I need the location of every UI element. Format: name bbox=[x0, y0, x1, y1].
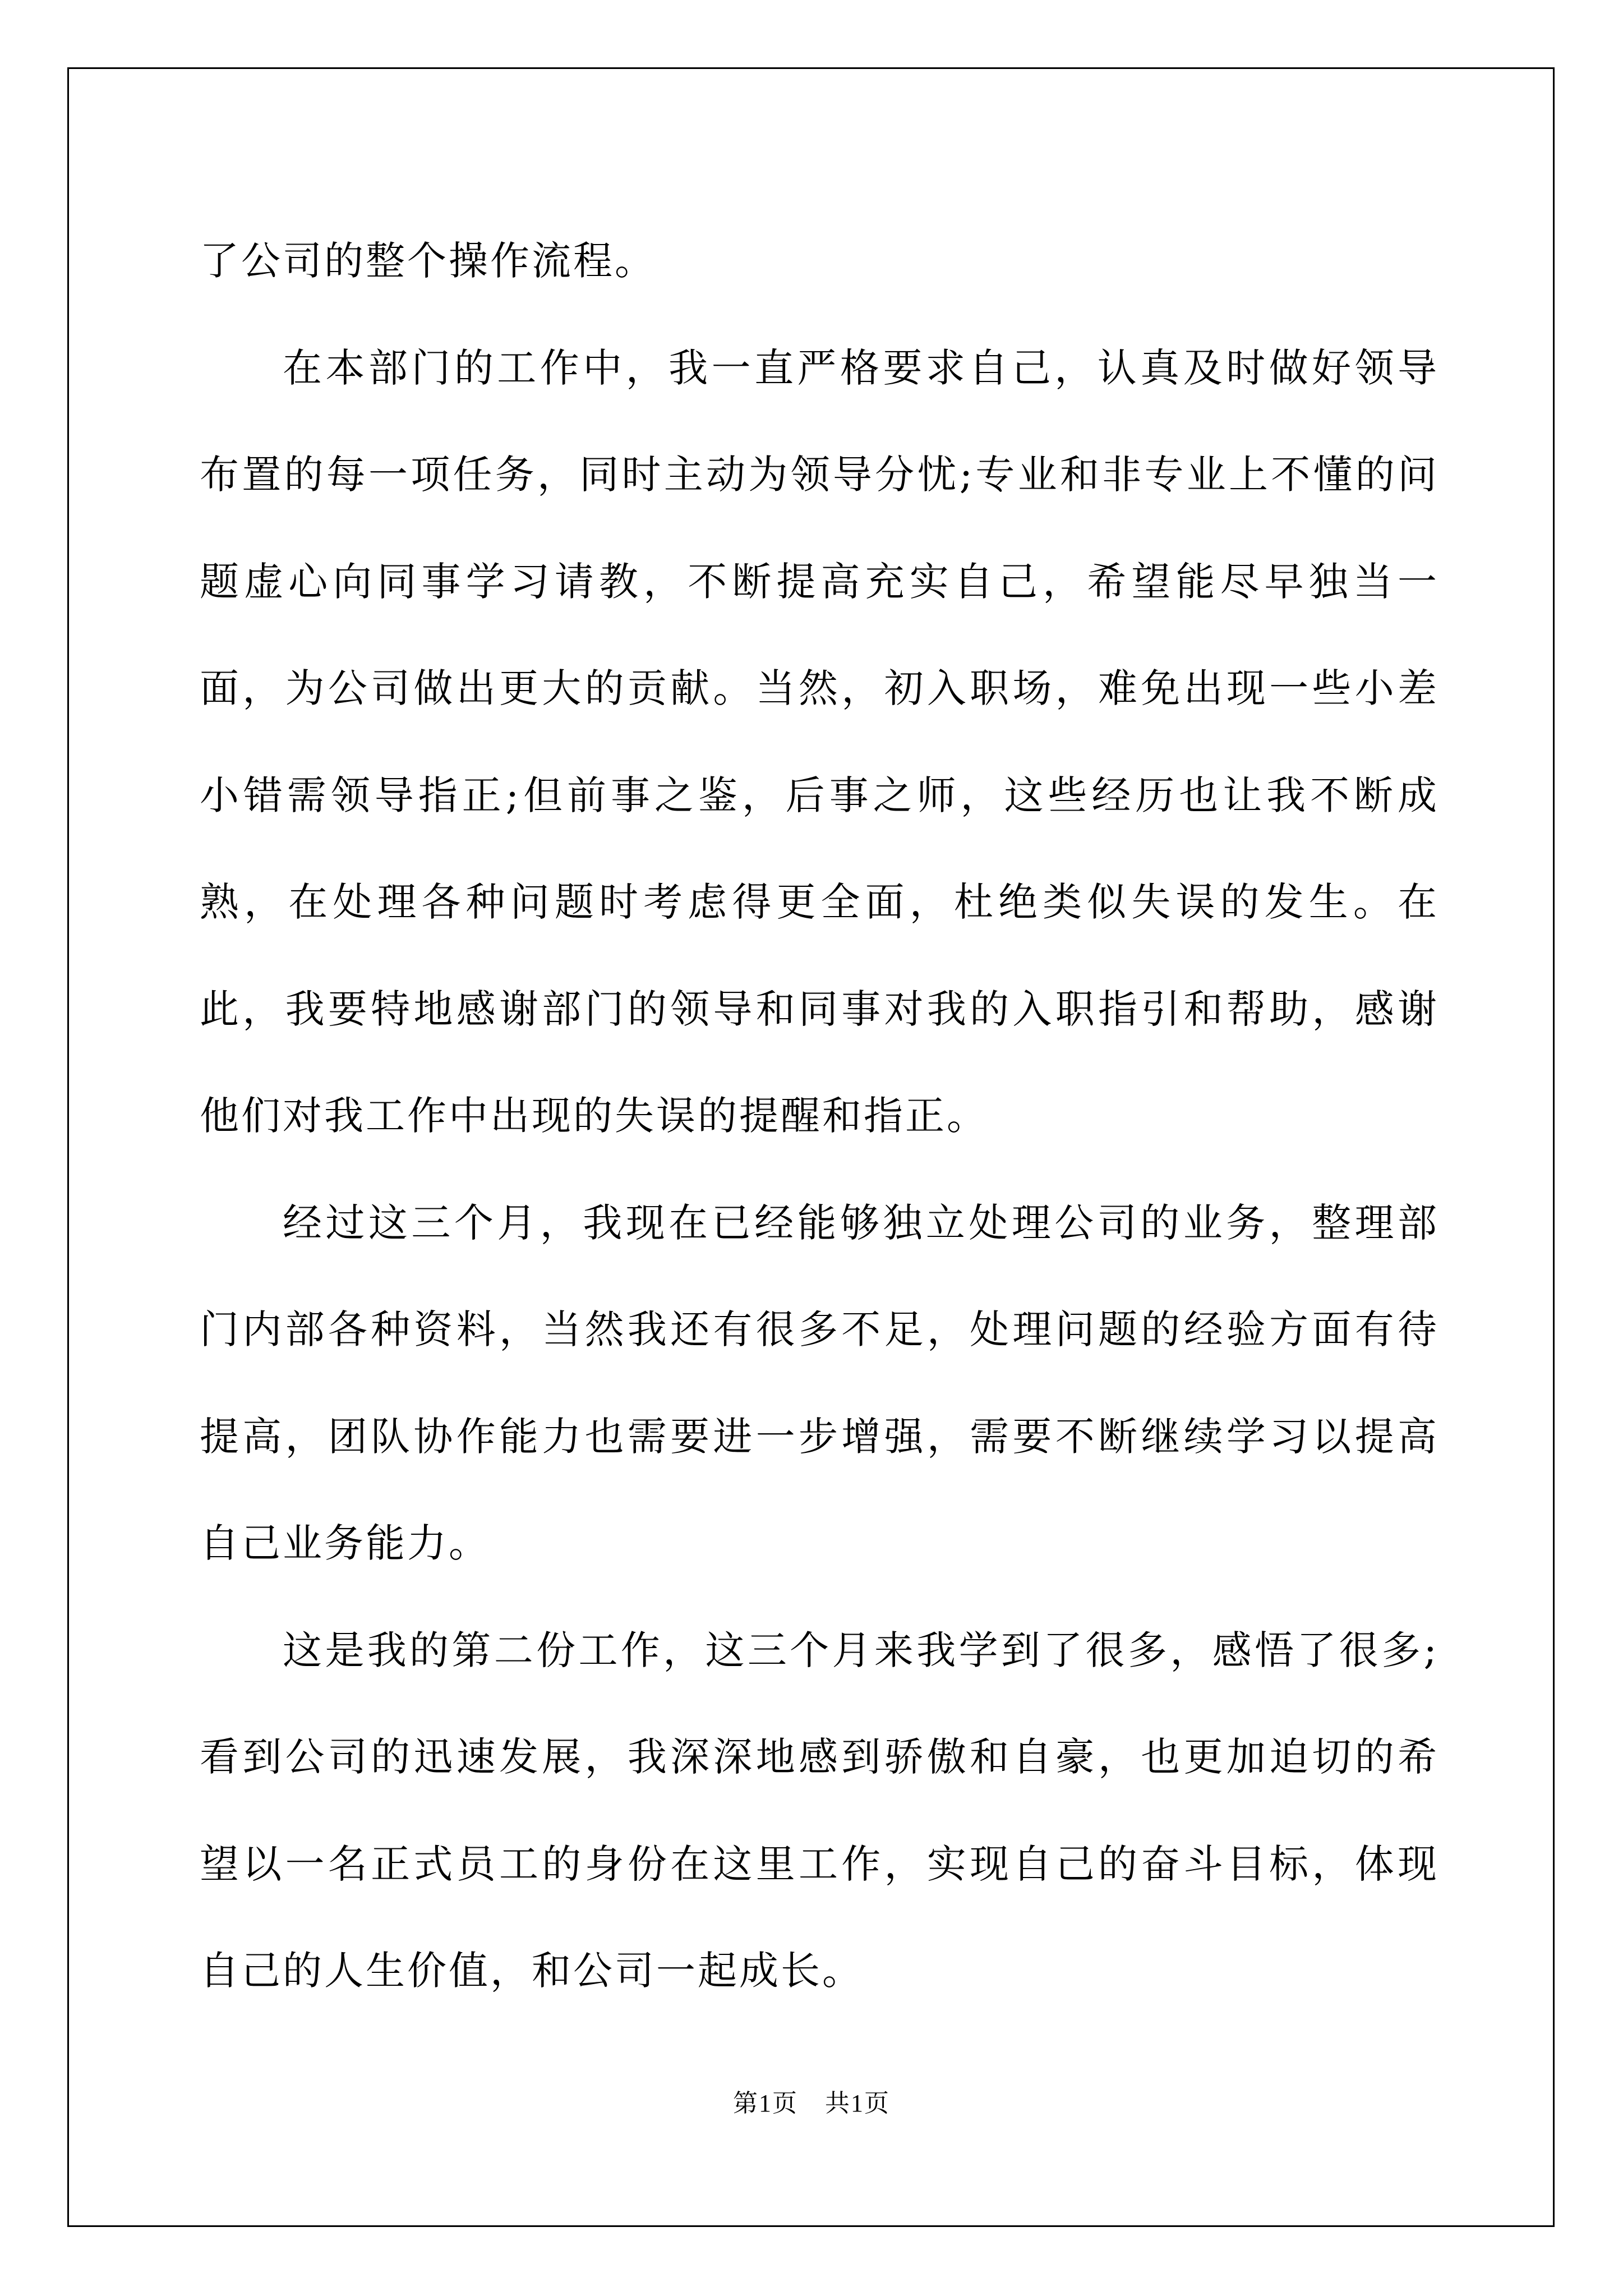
page-footer bbox=[0, 2087, 1623, 2120]
paragraph: 这是我的第二份工作，这三个月来我学到了很多，感悟了很多;看到公司的迅速发展，我深深地感到骄傲和自豪，也更加迫切的希望以一名正式员工的身份在这里工作，实现自己的奋斗目标，体现自己的人生价值，和公司一起成长。 bbox=[200, 1627, 1439, 1994]
paragraph: 经过这三个月，我现在已经能够独立处理公司的业务，整理部门内部各种资料，当然我还有很多不足，处理问题的经验方面有待提高，团队协作能力也需要进一步增强，需要不断继续学习以提高自己业务能力。 bbox=[200, 1199, 1439, 1566]
paragraph-continuation: 了公司的整个操作流程。 bbox=[200, 238, 656, 284]
paragraph: 在本部门的工作中，我一直严格要求自己，认真及时做好领导布置的每一项任务，同时主动为领导分忧;专业和非专业上不懂的问题虚心向同事学习请教，不断提高充实自己，希望能尽早独当一面，为公司做出更大的贡献。当然，初入职场，难免出现一些小差小错需领导指正;但前事之鉴，后事之师，这些经历也让我不断成熟，在处理各种问题时考虑得更全面，杜绝类似失误的发生。在此，我要特地感谢部门的领导和同事对我的入职指引和帮助，感谢他们对我工作中出现的失误的提醒和指正。 bbox=[200, 344, 1439, 1139]
document-body bbox=[200, 208, 1439, 2024]
page-number: 第1页 bbox=[733, 2090, 798, 2117]
page-count: 共1页 bbox=[825, 2090, 890, 2117]
